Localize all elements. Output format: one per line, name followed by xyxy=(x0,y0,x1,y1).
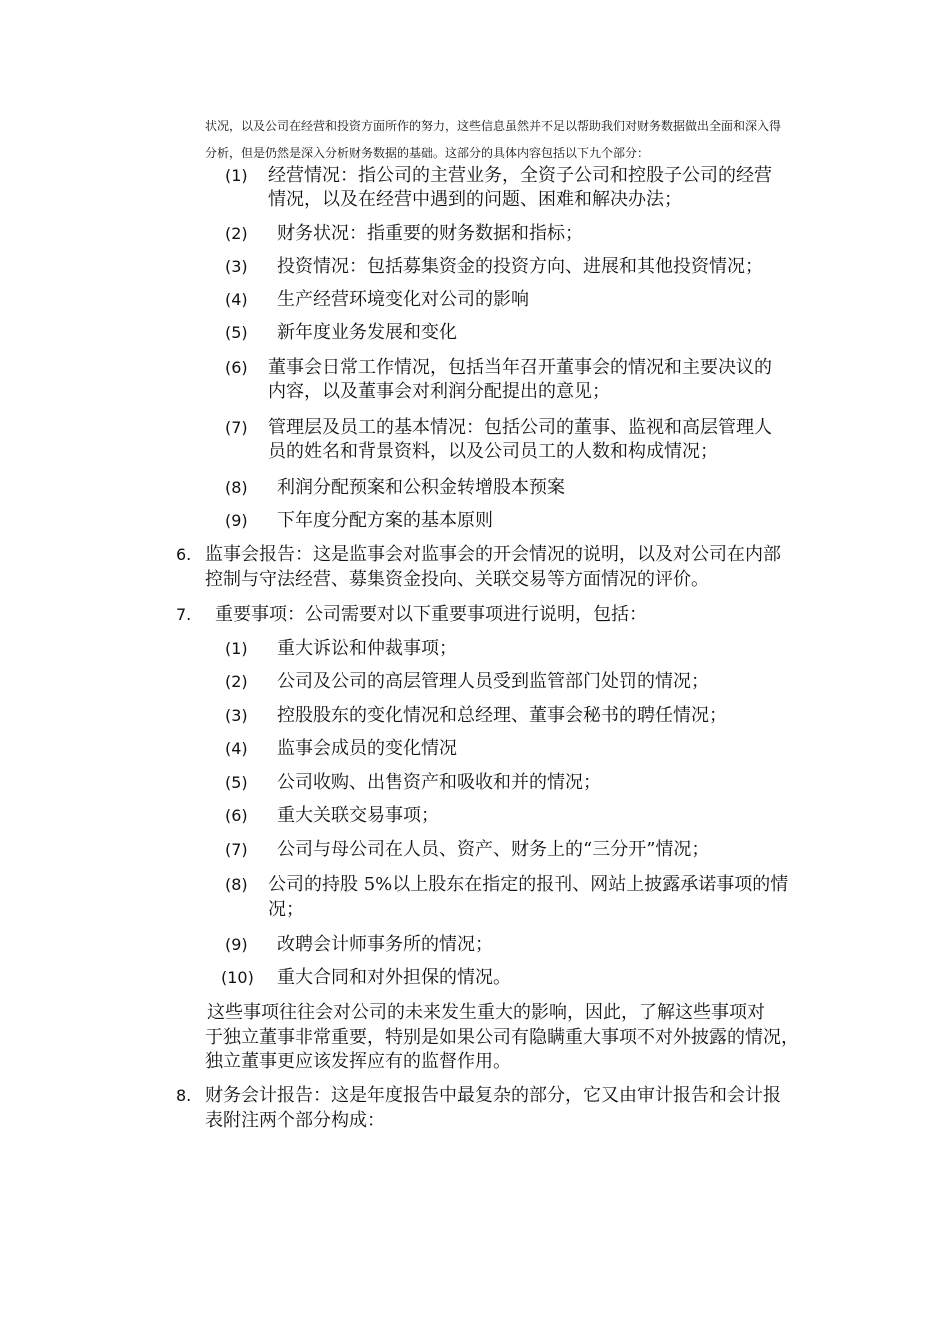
section5-item-3-number: (3) xyxy=(225,257,248,276)
section6-number: 6. xyxy=(176,545,192,564)
section5-item-7-text-cont: 员的姓名和背景资料，以及公司员工的人数和构成情况； xyxy=(268,441,718,462)
section7-item-7-number: (7) xyxy=(225,840,248,859)
section5-item-6-number: (6) xyxy=(225,358,248,377)
section5-item-7-number: (7) xyxy=(225,418,248,437)
section7-item-2-text: 公司及公司的高层管理人员受到监管部门处罚的情况； xyxy=(277,671,709,692)
section5-item-5-text: 新年度业务发展和变化 xyxy=(277,322,457,343)
section5-item-1-number: (1) xyxy=(225,166,248,185)
section5-item-8-text: 利润分配预案和公积金转增股本预案 xyxy=(277,477,565,498)
section7-item-9-text: 改聘会计师事务所的情况； xyxy=(277,934,493,955)
section5-item-9-text: 下年度分配方案的基本原则 xyxy=(277,510,493,531)
section5-item-3-text: 投资情况：包括募集资金的投资方向、进展和其他投资情况； xyxy=(277,256,763,277)
section5-item-6-text: 董事会日常工作情况，包括当年召开董事会的情况和主要决议的 xyxy=(268,357,772,378)
section7-item-6-number: (6) xyxy=(225,806,248,825)
section7-item-7-text: 公司与母公司在人员、资产、财务上的“三分开”情况； xyxy=(277,839,710,860)
section7-item-5-text: 公司收购、出售资产和吸收和并的情况； xyxy=(277,772,601,793)
section7-item-5-number: (5) xyxy=(225,773,248,792)
section8-number: 8. xyxy=(176,1086,192,1105)
section7-item-8-text-cont: 况； xyxy=(268,899,304,920)
section7-item-10-text: 重大合同和对外担保的情况。 xyxy=(277,967,511,988)
section7-item-3-number: (3) xyxy=(225,706,248,725)
section7-item-10-number: (10) xyxy=(221,968,254,987)
section7-item-3-text: 控股股东的变化情况和总经理、董事会秘书的聘任情况； xyxy=(277,705,727,726)
section6-text: 监事会报告：这是监事会对监事会的开会情况的说明，以及对公司在内部 xyxy=(205,544,781,565)
section5-item-2-number: (2) xyxy=(225,224,248,243)
section7-number: 7. xyxy=(176,605,192,624)
section7-item-9-number: (9) xyxy=(225,935,248,954)
intro-line-1: 状况，以及公司在经营和投资方面所作的努力，这些信息虽然并不足以帮助我们对财务数据做出全面和深入得 xyxy=(205,119,782,133)
section5-item-4-number: (4) xyxy=(225,290,248,309)
section7-item-6-text: 重大关联交易事项； xyxy=(277,805,439,826)
section5-item-1-text: 经营情况：指公司的主营业务，全资子公司和控股子公司的经营 xyxy=(268,165,772,186)
section5-item-8-number: (8) xyxy=(225,478,248,497)
section8-text: 财务会计报告：这是年度报告中最复杂的部分，它又由审计报告和会计报 xyxy=(205,1085,781,1106)
intro-line-2: 分析，但是仍然是深入分析财务数据的基础。这部分的具体内容包括以下九个部分： xyxy=(205,146,650,160)
section7-title: 重要事项：公司需要对以下重要事项进行说明，包括： xyxy=(215,604,647,625)
section7-item-4-text: 监事会成员的变化情况 xyxy=(277,738,457,759)
section5-item-6-text-cont: 内容，以及董事会对利润分配提出的意见； xyxy=(268,381,610,402)
section6-text-cont: 控制与守法经营、募集资金投向、关联交易等方面情况的评价。 xyxy=(205,569,709,590)
section5-item-2-text: 财务状况：指重要的财务数据和指标； xyxy=(277,223,583,244)
section5-item-1-text-cont: 情况，以及在经营中遇到的问题、困难和解决办法； xyxy=(268,189,682,210)
section7-item-8-text: 公司的持股 5%以上股东在指定的报刊、网站上披露承诺事项的情 xyxy=(268,874,789,895)
section7-summary-line-1: 这些事项往往会对公司的未来发生重大的影响，因此，了解这些事项对 xyxy=(207,1002,765,1023)
section5-item-7-text: 管理层及员工的基本情况：包括公司的董事、监视和高层管理人 xyxy=(268,417,772,438)
section5-item-5-number: (5) xyxy=(225,323,248,342)
section7-item-4-number: (4) xyxy=(225,739,248,758)
section8-text-cont: 表附注两个部分构成： xyxy=(205,1110,385,1131)
section7-item-1-number: (1) xyxy=(225,639,248,658)
section7-item-2-number: (2) xyxy=(225,672,248,691)
section5-item-4-text: 生产经营环境变化对公司的影响 xyxy=(277,289,529,310)
section7-item-1-text: 重大诉讼和仲裁事项； xyxy=(277,638,457,659)
section5-item-9-number: (9) xyxy=(225,511,248,530)
section7-summary-line-3: 独立董事更应该发挥应有的监督作用。 xyxy=(205,1051,511,1072)
section7-item-8-number: (8) xyxy=(225,875,248,894)
section7-summary-line-2: 于独立董事非常重要，特别是如果公司有隐瞒重大事项不对外披露的情况， xyxy=(205,1027,799,1048)
